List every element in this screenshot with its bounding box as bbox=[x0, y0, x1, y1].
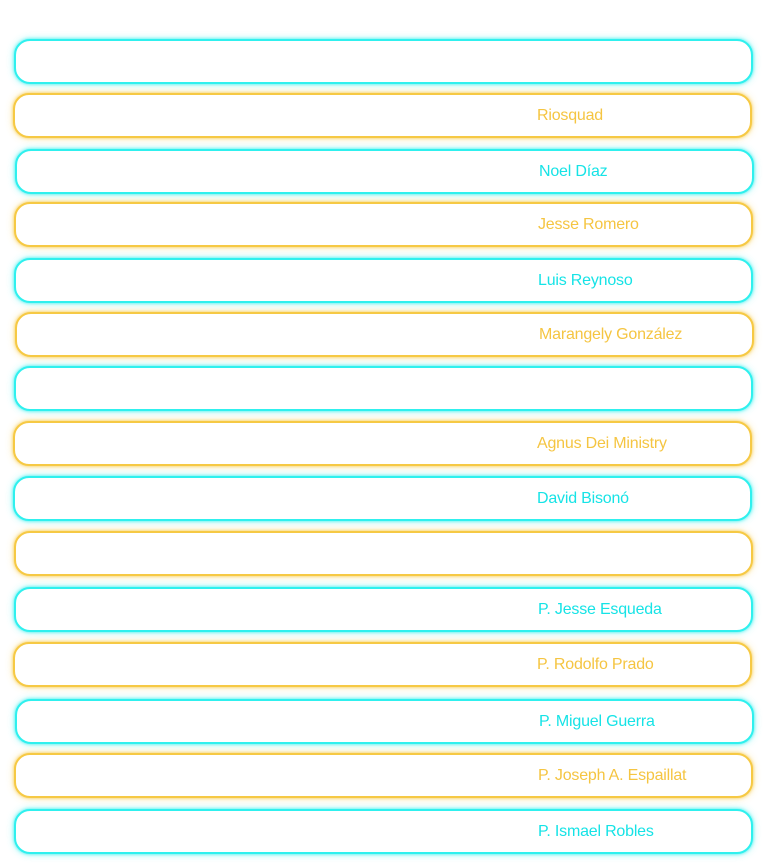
list-item-label: P. Joseph A. Espaillat bbox=[538, 766, 687, 784]
list-item-label: P. Ismael Robles bbox=[538, 822, 654, 840]
list-item-label: Marangely González bbox=[539, 325, 683, 343]
list-item[interactable] bbox=[14, 39, 753, 84]
list-item[interactable] bbox=[14, 753, 753, 798]
list-item[interactable] bbox=[14, 258, 753, 303]
list-item[interactable] bbox=[14, 531, 753, 576]
list-item[interactable] bbox=[15, 699, 754, 744]
list-item-label: P. Miguel Guerra bbox=[539, 712, 655, 730]
list-item[interactable] bbox=[14, 809, 753, 854]
list-item-label: P. Rodolfo Prado bbox=[537, 655, 654, 673]
list-item[interactable] bbox=[14, 366, 753, 411]
list-item[interactable] bbox=[13, 421, 752, 466]
list-item-label: Noel Díaz bbox=[539, 162, 608, 180]
list-item[interactable] bbox=[13, 476, 752, 521]
list-item[interactable] bbox=[15, 312, 754, 357]
list-item-label: Agnus Dei Ministry bbox=[537, 434, 667, 452]
list-item[interactable] bbox=[14, 202, 753, 247]
list-item[interactable] bbox=[13, 642, 752, 687]
list-item-label: David Bisonó bbox=[537, 489, 629, 507]
list-item-label: P. Jesse Esqueda bbox=[538, 600, 662, 618]
list-item[interactable] bbox=[14, 587, 753, 632]
list-item-label: Jesse Romero bbox=[538, 215, 639, 233]
list-item-label: Riosquad bbox=[537, 106, 604, 124]
list-item[interactable] bbox=[15, 149, 754, 194]
list-item[interactable] bbox=[13, 93, 752, 138]
list-item-label: Luis Reynoso bbox=[538, 271, 633, 289]
